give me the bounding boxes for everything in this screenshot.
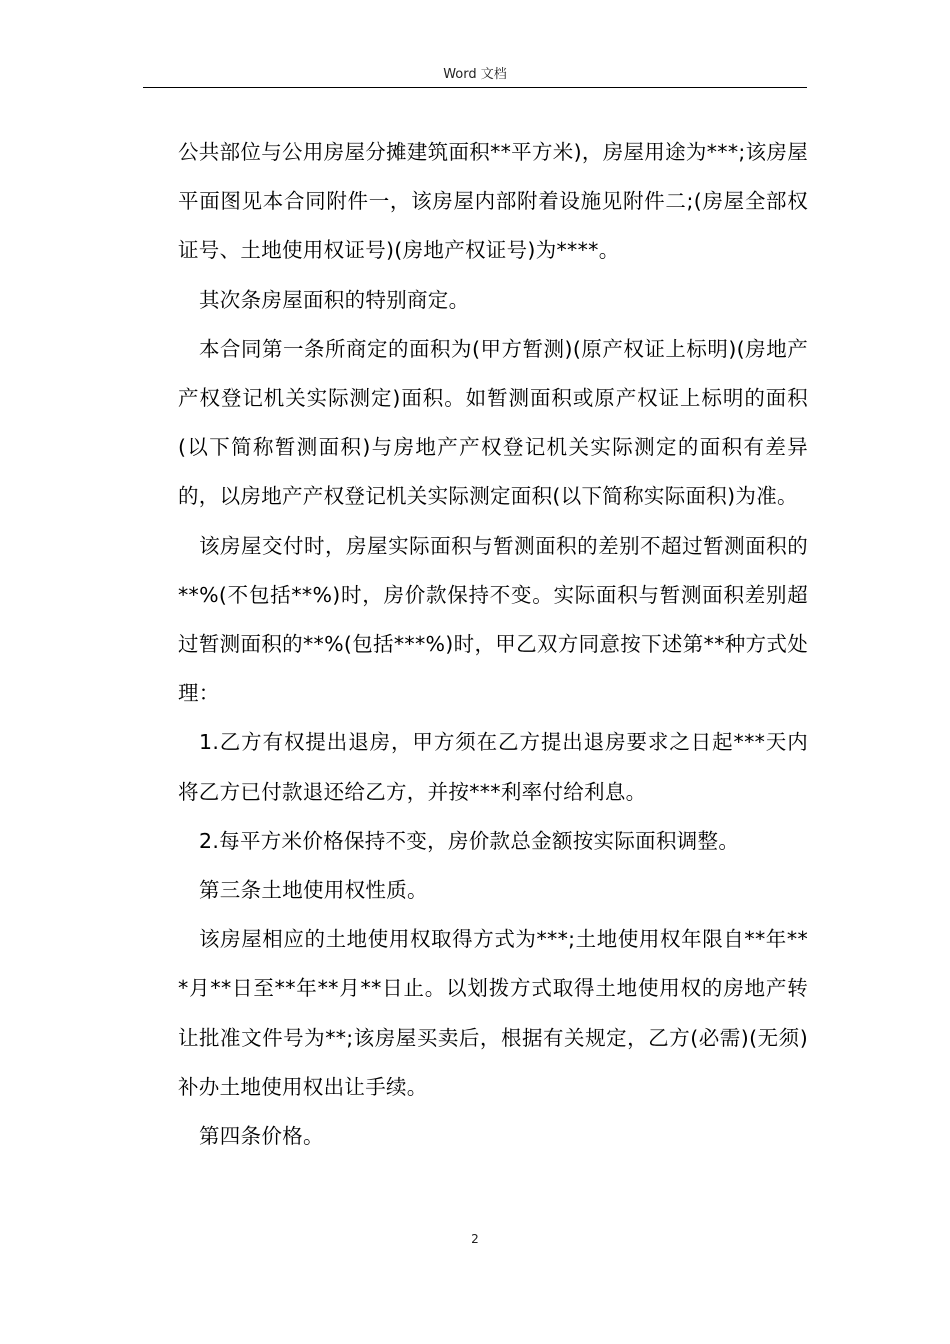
paragraph: 2.每平方米价格保持不变，房价款总金额按实际面积调整。 (199, 828, 740, 853)
section-heading: 第三条土地使用权性质。 (199, 878, 428, 903)
paragraph: 该房屋相应的土地使用权取得方式为***;土地使用权年限自**年***月**日至**年**月**日止。以划拨方式取得土地使用权的房地产转让批准文件号为**;该房屋买卖后，根据有关规定，乙方(必需)(无须)补办土地使用权出让手续。 (178, 927, 808, 1099)
header-divider (143, 87, 807, 88)
paragraph: 1.乙方有权提出退房，甲方须在乙方提出退房要求之日起***天内将乙方已付款退还给乙方，并按***利率付给利息。 (178, 730, 808, 804)
paragraph: 本合同第一条所商定的面积为(甲方暂测)(原产权证上标明)(房地产产权登记机关实际测定)面积。如暂测面积或原产权证上标明的面积(以下简称暂测面积)与房地产产权登记机关实际测定的面积有差异的，以房地产产权登记机关实际测定面积(以下简称实际面积)为准。 (178, 336, 808, 509)
paragraph: 该房屋交付时，房屋实际面积与暂测面积的差别不超过暂测面积的**%(不包括**%)时，房价款保持不变。实际面积与暂测面积差别超过暂测面积的**%(包括***%)时，甲乙双方同意按下述第**种方式处理： (178, 533, 808, 706)
section-heading: 第四条价格。 (199, 1124, 324, 1149)
page-number: 2 (471, 1232, 479, 1246)
document-body (178, 128, 808, 1161)
paragraph: 公共部位与公用房屋分摊建筑面积**平方米)，房屋用途为***;该房屋平面图见本合同附件一，该房屋内部附着设施见附件二;(房屋全部权证号、土地使用权证号)(房地产权证号)为****。 (178, 140, 808, 263)
paragraph: 其次条房屋面积的特别商定。 (199, 287, 470, 312)
page-header: Word 文档 (443, 67, 507, 82)
